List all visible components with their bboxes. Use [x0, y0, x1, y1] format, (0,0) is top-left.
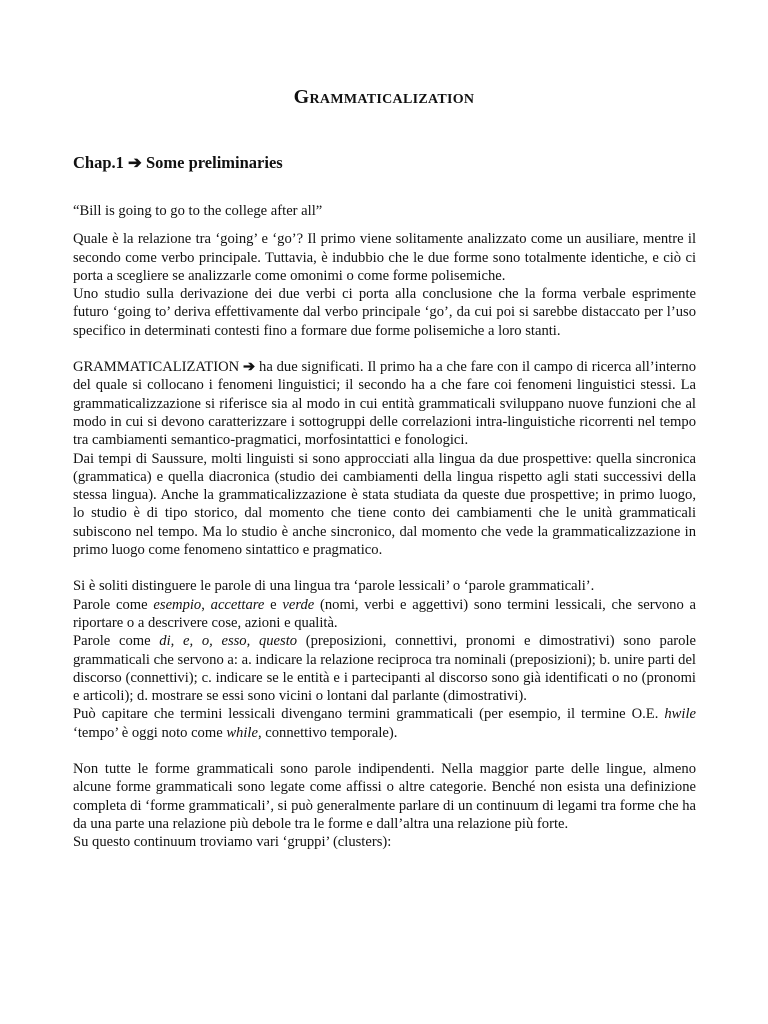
- page-title: Grammaticalization: [293, 86, 475, 108]
- paragraph-10: Su questo continuum troviamo vari ‘gruppi’ (clusters):: [73, 834, 392, 851]
- paragraph-9: Non tutte le forme grammaticali sono parole indipendenti. Nella maggior parte delle lingue, almeno alcune forme grammaticali sono legate come affissi o altre categorie. Benché non esista una definizione completa di ‘forme grammaticali’, si può generalmente parlare di un continuum di legami tra forme che ha da una parte una relazione più debole tra le forme e dall’altra una relazione più forte.: [73, 761, 696, 832]
- paragraph-8: [73, 705, 696, 742]
- term-lead: GRAMMATICALIZATION: [73, 359, 240, 376]
- paragraph-3: [73, 358, 696, 449]
- italic-term: esempio: [153, 596, 202, 613]
- text-run: ‘tempo’ è oggi noto come: [73, 724, 227, 741]
- text-run: ,: [201, 596, 211, 613]
- paragraph-3-text: ha due significati. Il primo ha a che fare con il campo di ricerca all’interno del quale si collocano i fenomeni linguistici; il secondo ha a che fare coi fenomeni linguistici stessi. La grammaticalizzazione si riferisce sia al modo in cui entità grammaticali sviluppano nuove funzioni che al modo in cui si devono caratterizzare i sottogruppi delle correlazioni intra-linguistiche ricorrenti nel tempo tra cambiamenti semantico-pragmatici, morfosintattici e fonologici.: [73, 359, 696, 449]
- text-run: , connettivo temporale).: [257, 724, 398, 741]
- italic-term: accettare: [210, 596, 265, 613]
- arrow-icon: ➔: [243, 359, 256, 376]
- italic-term: di, e, o, esso, questo: [159, 633, 298, 650]
- text-run: (preposizioni, connettivi, pronomi e dimostrativi) sono parole grammaticali che servono a: a. indicare la relazione reciproca tra nominali (preposizioni); b. unire parti del discorso (connettivi); c. indicare se le entità e i partecipanti al discorso sono già identificati o no (pronomi e articoli); d. mostrare se essi sono vicini o lontani dal parlante (dimostrativi).: [73, 633, 696, 705]
- chapter-heading: Chap.1 ➔ Some preliminaries: [73, 153, 283, 172]
- italic-term: while: [226, 724, 258, 741]
- italic-term: verde: [282, 596, 315, 613]
- quote-line: “Bill is going to go to the college after all”: [73, 203, 323, 219]
- text-run: (nomi, verbi e aggettivi) sono termini lessicali, che servono a riportare o a descrivere cose, azioni e qualità.: [73, 596, 696, 631]
- text-run: Può capitare che termini lessicali divengano termini grammaticali (per esempio, il termine O.E.: [73, 706, 665, 723]
- paragraph-5: Si è soliti distinguere le parole di una lingua tra ‘parole lessicali’ o ‘parole grammaticali’.: [73, 578, 595, 595]
- paragraph-1: Quale è la relazione tra ‘going’ e ‘go’? Il primo viene solitamente analizzato come un ausiliare, mentre il secondo come verbo principale. Tuttavia, è indubbio che le due forme sono totalmente identiche, e ciò ci porta a scegliere se analizzarle come omonimi o come forme polisemiche.: [73, 231, 696, 284]
- italic-term: hwile: [664, 706, 696, 723]
- text-run: Parole come: [73, 596, 154, 613]
- document-body: [73, 202, 696, 852]
- paragraph-6: [73, 596, 696, 633]
- text-run: e: [264, 596, 283, 613]
- paragraph-7: [73, 632, 696, 705]
- paragraph-4: Dai tempi di Saussure, molti linguisti si sono approcciati alla lingua da due prospettive: quella sincronica (grammatica) e quella diacronica (studio dei cambiamenti della lingua rispetto agli stati successivi della stessa lingua). Anche la grammaticalizzazione è stata studiata da queste due prospettive; in primo luogo, lo studio è di tipo storico, dal momento che tiene conto dei cambiamenti che le unità grammaticali subiscono nel tempo. Ma lo studio è anche sincronico, dal momento che vede la grammaticalizzazione in primo luogo come fenomeno sintattico e pragmatico.: [73, 450, 696, 559]
- paragraph-2: Uno studio sulla derivazione dei due verbi ci porta alla conclusione che la forma verbale esprimente futuro ‘going to’ deriva effettivamente dal verbo principale ‘go’, da cui poi si sarebbe distaccato per l’uso specifico in determinati contesti fino a formare due forme polisemiche a loro stanti.: [73, 286, 696, 339]
- text-run: Parole come: [73, 633, 160, 650]
